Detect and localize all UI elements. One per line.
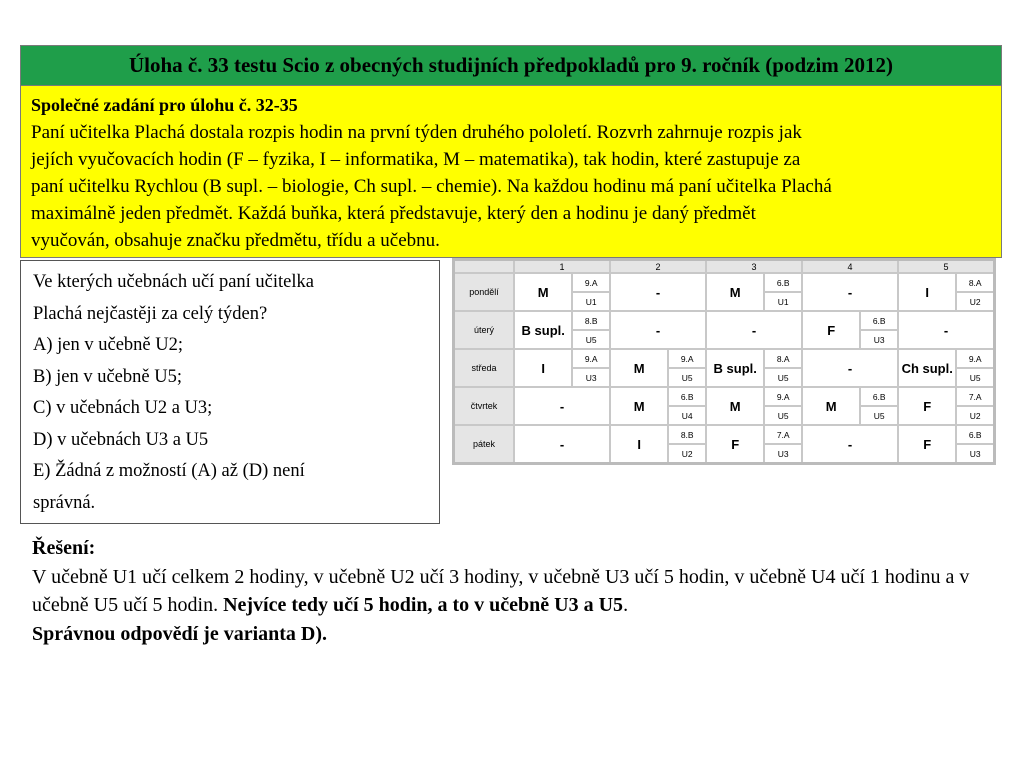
answer-option-a: A) jen v učebně U2; bbox=[33, 335, 184, 355]
lesson-room: U1 bbox=[764, 292, 802, 311]
schedule-day-row bbox=[454, 273, 995, 292]
empty-lesson: - bbox=[514, 425, 610, 464]
lesson-room: U3 bbox=[572, 368, 610, 387]
empty-lesson: - bbox=[898, 311, 995, 349]
shared-assignment-line: paní učitelku Rychlou (B supl. – biologie, Ch supl. – chemie). Na každou hodinu má paní učitelka Plachá bbox=[31, 176, 832, 197]
answer-option-d: D) v učebnách U3 a U5 bbox=[33, 429, 209, 450]
lesson-room: U5 bbox=[572, 330, 610, 349]
title-bar bbox=[20, 45, 1002, 86]
lesson-room: U1 bbox=[572, 292, 610, 311]
solution-emphasis: Nejvíce tedy učí 5 hodin, a to v učebně U3 a U5 bbox=[223, 594, 624, 616]
lesson-class: 9.A bbox=[572, 349, 610, 368]
question-line: Plachá nejčastěji za celý týden? bbox=[33, 303, 268, 324]
lesson-subject: F bbox=[898, 387, 956, 425]
lesson-subject: M bbox=[610, 387, 668, 425]
day-label: pátek bbox=[454, 425, 515, 464]
empty-lesson: - bbox=[802, 349, 898, 387]
solution-text bbox=[32, 563, 1000, 620]
lesson-subject: M bbox=[802, 387, 860, 425]
solution-text-part: V učebně U1 učí celkem 2 hodiny, v učebně U2 učí 3 hodiny, v učebně U3 učí 5 hodin, v učebně U4 učí 1 hodinu a v učebně U5 učí 5 hodin. bbox=[32, 565, 970, 616]
day-label: pondělí bbox=[454, 273, 515, 311]
lesson-class: 6.B bbox=[860, 311, 898, 330]
lesson-class: 8.B bbox=[668, 425, 706, 444]
lesson-class: 6.B bbox=[956, 425, 994, 444]
empty-lesson: - bbox=[802, 425, 898, 464]
lesson-room: U5 bbox=[860, 406, 898, 425]
lesson-room: U3 bbox=[860, 330, 898, 349]
period-header: 4 bbox=[802, 260, 898, 274]
answer-option-e: E) Žádná z možností (A) až (D) není bbox=[33, 461, 305, 481]
lesson-class: 7.A bbox=[764, 425, 802, 444]
shared-assignment-line: vyučován, obsahuje značku předmětu, třídu a učebnu. bbox=[31, 230, 440, 251]
solution-heading: Řešení: bbox=[32, 537, 96, 559]
shared-assignment-line: jejích vyučovacích hodin (F – fyzika, I – informatika, M – matematika), tak hodin, které zastupuje za bbox=[31, 149, 801, 170]
lesson-subject: Ch supl. bbox=[898, 349, 956, 387]
solution-answer: Správnou odpovědí je varianta D). bbox=[32, 622, 328, 645]
lesson-room: U4 bbox=[668, 406, 706, 425]
day-label: středa bbox=[454, 349, 515, 387]
lesson-room: U5 bbox=[956, 368, 994, 387]
question-line: Ve kterých učebnách učí paní učitelka bbox=[33, 272, 314, 292]
period-header: 5 bbox=[898, 260, 995, 274]
lesson-room: U2 bbox=[668, 444, 706, 464]
lesson-subject: B supl. bbox=[514, 311, 572, 349]
lesson-subject: I bbox=[610, 425, 668, 464]
empty-lesson: - bbox=[610, 273, 706, 311]
lesson-class: 6.B bbox=[668, 387, 706, 406]
lesson-subject: I bbox=[514, 349, 572, 387]
question-box bbox=[20, 260, 440, 524]
lesson-class: 6.B bbox=[764, 273, 802, 292]
schedule-day-row bbox=[454, 387, 995, 406]
schedule-day-row bbox=[454, 311, 995, 330]
lesson-room: U5 bbox=[764, 368, 802, 387]
answer-option-b: B) jen v učebně U5; bbox=[33, 366, 182, 387]
shared-assignment-line: Paní učitelka Plachá dostala rozpis hodin na první týden druhého pololetí. Rozvrh zahrnuje rozpis jak bbox=[31, 122, 802, 143]
lesson-class: 6.B bbox=[860, 387, 898, 406]
schedule-day-row bbox=[454, 349, 995, 368]
lesson-room: U3 bbox=[956, 444, 994, 464]
lesson-subject: F bbox=[706, 425, 764, 464]
lesson-class: 9.A bbox=[668, 349, 706, 368]
lesson-class: 9.A bbox=[764, 387, 802, 406]
lesson-class: 7.A bbox=[956, 387, 994, 406]
solution-block bbox=[32, 534, 1000, 648]
page-title: Úloha č. 33 testu Scio z obecných studijních předpokladů pro 9. ročník (podzim 2012) bbox=[128, 53, 894, 77]
lesson-subject: M bbox=[706, 273, 764, 311]
period-header: 3 bbox=[706, 260, 802, 274]
schedule-table bbox=[452, 258, 996, 465]
lesson-subject: I bbox=[898, 273, 956, 311]
lesson-room: U2 bbox=[956, 406, 994, 425]
day-label: čtvrtek bbox=[454, 387, 515, 425]
lesson-subject: M bbox=[706, 387, 764, 425]
shared-assignment-box bbox=[20, 86, 1002, 258]
lesson-room: U5 bbox=[668, 368, 706, 387]
lesson-class: 9.A bbox=[572, 273, 610, 292]
answer-option-e-cont: správná. bbox=[33, 492, 96, 513]
period-header: 2 bbox=[610, 260, 706, 274]
answer-option-c: C) v učebnách U2 a U3; bbox=[33, 398, 213, 418]
lesson-subject: B supl. bbox=[706, 349, 764, 387]
empty-lesson: - bbox=[514, 387, 610, 425]
empty-lesson: - bbox=[610, 311, 706, 349]
lesson-class: 9.A bbox=[956, 349, 994, 368]
lesson-room: U2 bbox=[956, 292, 994, 311]
day-label: úterý bbox=[454, 311, 515, 349]
lesson-class: 8.A bbox=[764, 349, 802, 368]
empty-lesson: - bbox=[802, 273, 898, 311]
lesson-class: 8.A bbox=[956, 273, 994, 292]
lesson-subject: F bbox=[802, 311, 860, 349]
schedule-day-row bbox=[454, 425, 995, 444]
shared-assignment-heading: Společné zadání pro úlohu č. 32-35 bbox=[31, 95, 298, 115]
lesson-subject: M bbox=[610, 349, 668, 387]
schedule-header-row bbox=[454, 260, 995, 274]
lesson-room: U3 bbox=[764, 444, 802, 464]
lesson-subject: F bbox=[898, 425, 956, 464]
period-header: 1 bbox=[514, 260, 610, 274]
lesson-subject: M bbox=[514, 273, 572, 311]
shared-assignment-line: maximálně jeden předmět. Každá buňka, která představuje, který den a hodinu je daný předmět bbox=[31, 203, 756, 224]
lesson-class: 8.B bbox=[572, 311, 610, 330]
lesson-room: U5 bbox=[764, 406, 802, 425]
solution-text-end: . bbox=[623, 594, 629, 616]
empty-lesson: - bbox=[706, 311, 802, 349]
schedule-corner-cell bbox=[454, 260, 515, 274]
